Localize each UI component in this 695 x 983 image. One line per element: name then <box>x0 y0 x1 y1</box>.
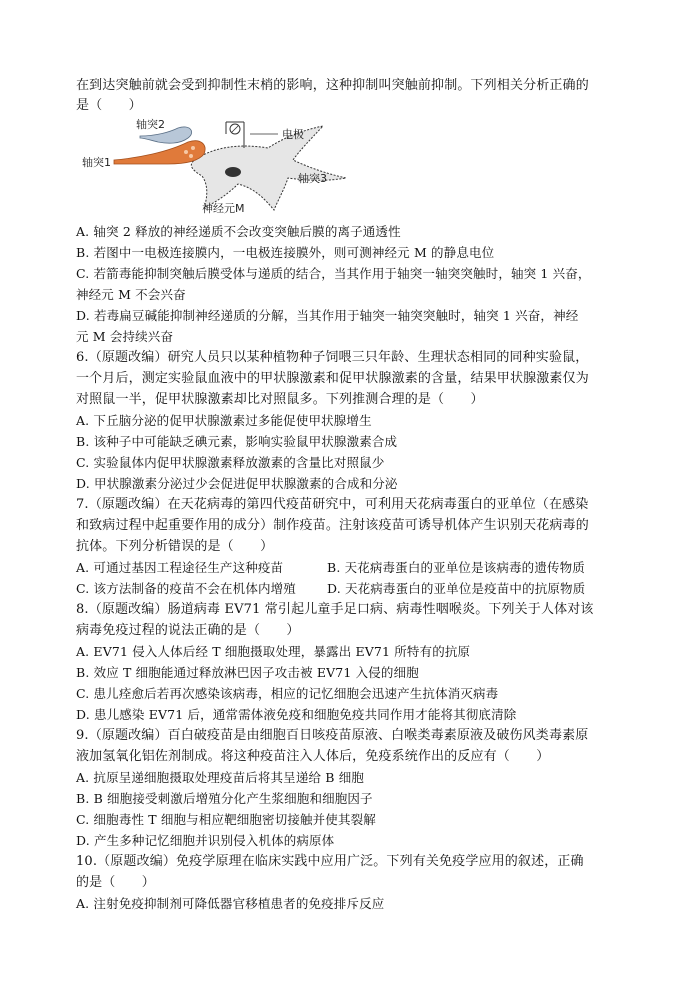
label-neuron-m: 神经元M <box>202 202 245 214</box>
q6-stem-line2: 一个月后，测定实验鼠血液中的甲状腺激素和促甲状腺激素的含量，结果甲状腺激素仅为 <box>76 371 589 386</box>
q5-option-c-line2: 神经元 M 不会兴奋 <box>76 287 186 302</box>
q9-option-b: B. B 细胞接受刺激后增殖分化产生浆细胞和细胞因子 <box>76 791 373 806</box>
q9-stem-line2: 液加氢氧化铝佐剂制成。将这种疫苗注入人体后，免疫系统作出的反应有（ ） <box>76 749 550 764</box>
q7-stem-line1: 7.（原题改编）在天花病毒的第四代疫苗研究中，可利用天花病毒蛋白的亚单位（在感染 <box>76 497 589 512</box>
q9-option-a: A. 抗原呈递细胞摄取处理疫苗后将其呈递给 B 细胞 <box>76 770 365 785</box>
q5-option-c-line1: C. 若箭毒能抑制突触后膜受体与递质的结合，当其作用于轴突一轴突突触时，轴突 1 兴奋， <box>76 266 591 281</box>
q5-stem-line1: 在到达突触前就会受到抑制性末梢的影响，这种抑制叫突触前抑制。下列相关分析正确的 <box>76 78 589 93</box>
q10-option-a: A. 注射免疫抑制剂可降低器官移植患者的免疫排斥反应 <box>76 896 385 911</box>
electrode-icon <box>226 122 278 148</box>
q7-option-d: D. 天花病毒蛋白的亚单位是疫苗中的抗原物质 <box>327 581 586 596</box>
q8-option-b: B. 效应 T 细胞能通过释放淋巴因子攻击被 EV71 入侵的细胞 <box>76 665 419 680</box>
q10-stem-line1: 10.（原题改编）免疫学原理在临床实践中应用广泛。下列有关免疫学应用的叙述，正确 <box>76 854 584 869</box>
q5-stem-line2: 是（ ） <box>76 98 142 113</box>
q7-option-a: A. 可通过基因工程途径生产这种疫苗 <box>76 560 284 575</box>
q7-stem-line3: 抗体。下列分析错误的是（ ） <box>76 539 274 554</box>
label-axon-3: 轴突3 <box>298 172 327 185</box>
q5-option-a: A. 轴突 2 释放的神经递质不会改变突触后膜的离子通透性 <box>76 224 401 239</box>
q9-option-c: C. 细胞毒性 T 细胞与相应靶细胞密切接触并使其裂解 <box>76 812 376 827</box>
q8-option-a: A. EV71 侵入人体后经 T 细胞摄取处理，暴露出 EV71 所特有的抗原 <box>76 644 471 659</box>
q5-option-b: B. 若图中一电极连接膜内，一电极连接膜外，则可测神经元 M 的静息电位 <box>76 245 495 260</box>
q5-option-d-line1: D. 若毒扁豆碱能抑制神经递质的分解，当其作用于轴突一轴突突触时，轴突 1 兴奋，神经 <box>76 308 579 323</box>
q8-stem-line1: 8.（原题改编）肠道病毒 EV71 常引起儿童手足口病、病毒性咽喉炎。下列关于人体对该 <box>76 602 594 617</box>
label-electrode: 电极 <box>282 128 304 141</box>
q8-option-c: C. 患儿痊愈后若再次感染该病毒，相应的记忆细胞会迅速产生抗体消灭病毒 <box>76 686 499 701</box>
q8-stem-line2: 病毒免疫过程的说法正确的是（ ） <box>76 623 300 638</box>
q6-stem-line1: 6.（原题改编）研究人员只以某种植物种子饲喂三只年龄、生理状态相同的同种实验鼠， <box>76 350 589 365</box>
axon-1-shape <box>114 141 205 164</box>
q6-option-d: D. 甲状腺激素分泌过少会促进促甲状腺激素的合成和分泌 <box>76 476 398 491</box>
q6-stem-line3: 对照鼠一半，促甲状腺激素却比对照鼠多。下列推测合理的是（ ） <box>76 392 484 407</box>
q7-option-c: C. 该方法制备的疫苗不会在机体内增殖 <box>76 581 296 596</box>
label-axon-1: 轴突1 <box>82 156 111 169</box>
q6-option-c: C. 实验鼠体内促甲状腺激素释放激素的含量比对照鼠少 <box>76 455 385 470</box>
q10-stem-line2: 的是（ ） <box>76 875 155 890</box>
q8-option-d: D. 患儿感染 EV71 后，通常需体液免疫和细胞免疫共同作用才能将其彻底清除 <box>76 707 517 722</box>
q6-option-b: B. 该种子中可能缺乏碘元素，影响实验鼠甲状腺激素合成 <box>76 434 398 449</box>
label-axon-2: 轴突2 <box>136 118 165 131</box>
q9-stem-line1: 9.（原题改编）百白破疫苗是由细胞百日咳疫苗原液、白喉类毒素原液及破伤风类毒素原 <box>76 728 589 743</box>
q6-option-a: A. 下丘脑分泌的促甲状腺激素过多能促使甲状腺增生 <box>76 413 372 428</box>
q5-option-d-line2: 元 M 会持续兴奋 <box>76 329 174 344</box>
neuron-m-body <box>191 126 346 210</box>
q9-option-d: D. 产生多种记忆细胞并识别侵入机体的病原体 <box>76 833 335 848</box>
neuron-synapse-figure <box>78 118 348 214</box>
neuron-nucleus <box>225 167 241 177</box>
q7-stem-line2: 和致病过程中起重要作用的成分）制作疫苗。注射该疫苗可诱导机体产生识别天花病毒的 <box>76 518 589 533</box>
q7-option-b: B. 天花病毒蛋白的亚单位是该病毒的遗传物质 <box>327 560 585 575</box>
